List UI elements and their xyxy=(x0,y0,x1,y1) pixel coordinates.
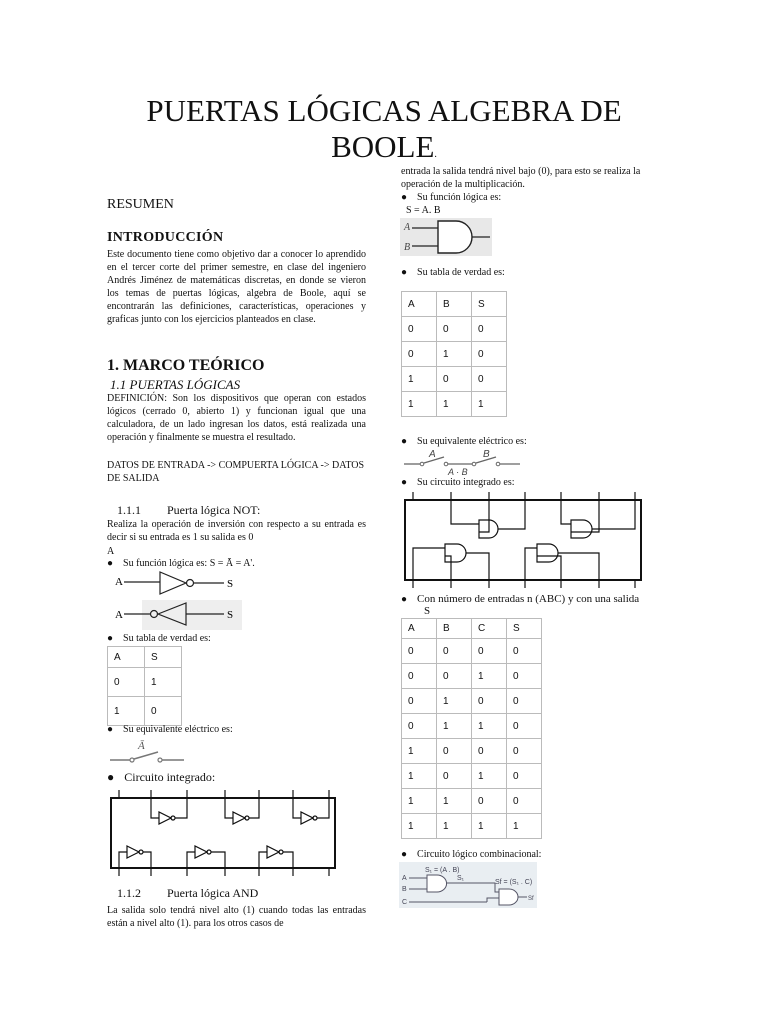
table-row xyxy=(402,739,542,764)
not-equiv-text: Su equivalente eléctrico es: xyxy=(123,724,233,735)
not-func-text: Su función lógica es: S = Ā = A'. xyxy=(123,558,255,569)
table-cell: 1 xyxy=(402,739,437,764)
title-period: . xyxy=(434,149,437,160)
table-cell: 0 xyxy=(108,668,145,697)
and-number: 1.1.2 xyxy=(117,886,141,900)
bullet-icon: ● xyxy=(401,192,408,203)
and-gate-diagram xyxy=(400,218,492,256)
table-cell: 0 xyxy=(145,697,182,726)
table-cell: 0 xyxy=(472,689,507,714)
table-cell: 0 xyxy=(507,689,542,714)
table-row xyxy=(402,714,542,739)
switch-ab: A · B xyxy=(448,467,468,476)
table-cell: S xyxy=(507,619,542,639)
table-cell: 0 xyxy=(472,789,507,814)
bullet-icon: ● xyxy=(401,436,408,447)
table-cell: 1 xyxy=(472,814,507,839)
comb-text: Circuito lógico combinacional: xyxy=(417,849,542,860)
table-cell: 0 xyxy=(402,689,437,714)
not-text: Realiza la operación de inversión con respecto a su entrada es decir si su entrada es 1 su salida es 0 xyxy=(107,519,366,543)
and-gate-b: B xyxy=(404,242,411,253)
table-cell: 0 xyxy=(437,367,472,392)
table-cell: 1 xyxy=(472,764,507,789)
table-cell: 0 xyxy=(507,764,542,789)
title-word: BOOLE xyxy=(331,129,435,164)
switch-b: B xyxy=(483,449,490,460)
and-ic-bullet xyxy=(401,477,515,488)
table-cell: A xyxy=(402,292,437,317)
comb-b: B xyxy=(402,886,407,893)
not-switch-label: Ā xyxy=(138,740,145,752)
table-cell: 1 xyxy=(402,392,437,417)
not-a-label: A xyxy=(107,546,115,557)
not-gate-diagram xyxy=(112,570,242,630)
n-entradas-text: Con número de entradas n (ABC) y con una salida xyxy=(417,593,640,605)
table-row xyxy=(402,619,542,639)
not-integrated-circuit xyxy=(107,786,339,882)
and-ic-text: Su circuito integrado es: xyxy=(417,477,515,488)
table-cell: 1 xyxy=(507,814,542,839)
not-tabla-bullet xyxy=(107,633,211,644)
table-row xyxy=(108,668,182,697)
and-switch-diagram xyxy=(402,448,524,476)
table-cell: 1 xyxy=(437,789,472,814)
table-row xyxy=(402,664,542,689)
table-row xyxy=(402,367,507,392)
table-cell: 0 xyxy=(507,664,542,689)
table-cell: 1 xyxy=(108,697,145,726)
n-s-label: S xyxy=(424,605,431,617)
table-cell: 0 xyxy=(437,739,472,764)
table-row xyxy=(108,647,182,668)
table-cell: 0 xyxy=(402,664,437,689)
bullet-icon: ● xyxy=(401,477,408,488)
comb-a: A xyxy=(402,875,407,882)
table-cell: 1 xyxy=(472,714,507,739)
table-row xyxy=(402,292,507,317)
circuito-text: Circuito integrado: xyxy=(124,770,216,784)
comb-s1: S₁ xyxy=(457,875,465,882)
intro-heading: INTRODUCCIÓN xyxy=(107,230,224,245)
bullet-icon: ● xyxy=(401,849,408,860)
table-row xyxy=(402,392,507,417)
table-cell: 0 xyxy=(507,789,542,814)
comb-f2: Sf = (S₁ . C) xyxy=(495,879,533,886)
and-tabla-bullet xyxy=(401,267,505,278)
and-expr: S = A. B xyxy=(406,205,441,216)
table-cell: A xyxy=(402,619,437,639)
not-tabla-text: Su tabla de verdad es: xyxy=(123,633,211,644)
not-number: 1.1.1 xyxy=(117,503,141,517)
table-cell: 1 xyxy=(472,392,507,417)
not-gate-s1: S xyxy=(227,578,234,590)
table-row xyxy=(108,697,182,726)
intro-text: Este documento tiene como objetivo dar a conocer lo aprendido en el tercer corte del primer semestre, en clase del ingeniero Andrés Jiménez de matemáticas discretas, en donde se vieron los temas de puertas lógicas, algebra de Boole, aquí se encontrarán las definiciones, características, operaciones y graficas junto con los ejercicios planteados en clase. xyxy=(107,249,366,325)
table-row xyxy=(402,639,542,664)
comb-f1: S₁ = (A . B) xyxy=(425,867,460,874)
table-cell: 0 xyxy=(507,639,542,664)
and-func-text: Su función lógica es: xyxy=(417,192,502,203)
table-cell: 0 xyxy=(472,317,507,342)
n-entradas-bullet xyxy=(401,593,671,605)
not-switch-diagram xyxy=(108,738,188,768)
table-cell: 1 xyxy=(472,664,507,689)
table-row xyxy=(402,789,542,814)
table-cell: 0 xyxy=(402,317,437,342)
table-cell: 0 xyxy=(472,367,507,392)
bullet-icon: ● xyxy=(107,633,114,644)
table-row xyxy=(402,342,507,367)
comb-c: C xyxy=(402,899,408,906)
page-title-line1: PUERTAS LÓGICAS ALGEBRA DE xyxy=(146,93,622,128)
table-cell: 0 xyxy=(472,739,507,764)
not-gate-a1: A xyxy=(115,576,123,588)
not-subsection xyxy=(117,503,260,518)
table-cell: 1 xyxy=(402,789,437,814)
table-cell: 0 xyxy=(402,639,437,664)
table-cell: 1 xyxy=(437,714,472,739)
and-heading: Puerta lógica AND xyxy=(167,886,259,900)
and-truth-table xyxy=(401,291,507,417)
table-cell: 1 xyxy=(437,392,472,417)
table-cell: 0 xyxy=(472,639,507,664)
table-cell: 1 xyxy=(402,814,437,839)
and-integrated-circuit xyxy=(401,488,645,592)
resumen-heading: RESUMEN xyxy=(107,197,174,212)
table-cell: 1 xyxy=(437,342,472,367)
bullet-icon: ● xyxy=(401,267,408,278)
table-row xyxy=(402,814,542,839)
table-row xyxy=(402,764,542,789)
not-heading: Puerta lógica NOT: xyxy=(167,503,261,517)
and-gate-a: A xyxy=(404,222,411,233)
and-func-bullet xyxy=(401,192,501,203)
not-func-bullet xyxy=(107,558,255,569)
not-gate-s2: S xyxy=(227,609,234,621)
definicion-text: DEFINICIÓN: Son los dispositivos que operan con estados lógicos (cerrado 0, abierto 1) y funcionan igual que una calculadora, de un lado ingresan los datos, está realizada una operación y finalmente se muestra el resultado. xyxy=(107,393,366,443)
not-equiv-bullet xyxy=(107,724,233,735)
and-tabla-text: Su tabla de verdad es: xyxy=(417,267,505,278)
abc-truth-table xyxy=(401,618,542,839)
table-cell: 1 xyxy=(402,367,437,392)
not-truth-table xyxy=(107,646,182,726)
table-cell: B xyxy=(437,292,472,317)
table-cell: 0 xyxy=(437,664,472,689)
datos-text: DATOS DE ENTRADA -> COMPUERTA LÓGICA -> DATOS DE SALIDA xyxy=(107,460,365,484)
table-cell: 1 xyxy=(437,814,472,839)
bullet-icon: ● xyxy=(107,770,115,784)
and-subsection xyxy=(117,886,258,901)
bullet-icon: ● xyxy=(107,558,114,569)
and-equiv-text: Su equivalente eléctrico es: xyxy=(417,436,527,447)
table-cell: 0 xyxy=(402,342,437,367)
combinational-circuit-diagram xyxy=(399,862,537,908)
and-equiv-bullet xyxy=(401,436,527,447)
bullet-icon: ● xyxy=(401,594,408,605)
table-cell: S xyxy=(472,292,507,317)
comb-bullet xyxy=(401,849,541,860)
not-gate-a2: A xyxy=(115,609,123,621)
puertas-heading: 1.1 PUERTAS LÓGICAS xyxy=(110,377,241,392)
marco-heading: 1. MARCO TEÓRICO xyxy=(107,357,265,374)
table-cell: 0 xyxy=(507,714,542,739)
table-cell: 0 xyxy=(507,739,542,764)
table-cell: 0 xyxy=(402,714,437,739)
table-cell: 0 xyxy=(437,317,472,342)
table-cell: 0 xyxy=(437,764,472,789)
table-cell: 0 xyxy=(437,639,472,664)
bullet-icon: ● xyxy=(107,724,114,735)
table-cell: S xyxy=(145,647,182,668)
switch-a: A xyxy=(429,449,436,460)
table-cell: B xyxy=(437,619,472,639)
table-row xyxy=(402,689,542,714)
comb-sf: Sf xyxy=(528,896,534,902)
table-row xyxy=(402,317,507,342)
and-text: La salida solo tendrá nivel alto (1) cuando todas las entradas están a nivel alto (1). para los otros casos de xyxy=(107,905,366,929)
table-cell: 1 xyxy=(437,689,472,714)
table-cell: 0 xyxy=(472,342,507,367)
and-cont-text: entrada la salida tendrá nivel bajo (0), para esto se realiza la operación de la multiplicación. xyxy=(401,166,641,190)
table-cell: 1 xyxy=(402,764,437,789)
table-cell: 1 xyxy=(145,668,182,697)
table-cell: A xyxy=(108,647,145,668)
circuito-bullet xyxy=(107,770,215,785)
table-cell: C xyxy=(472,619,507,639)
